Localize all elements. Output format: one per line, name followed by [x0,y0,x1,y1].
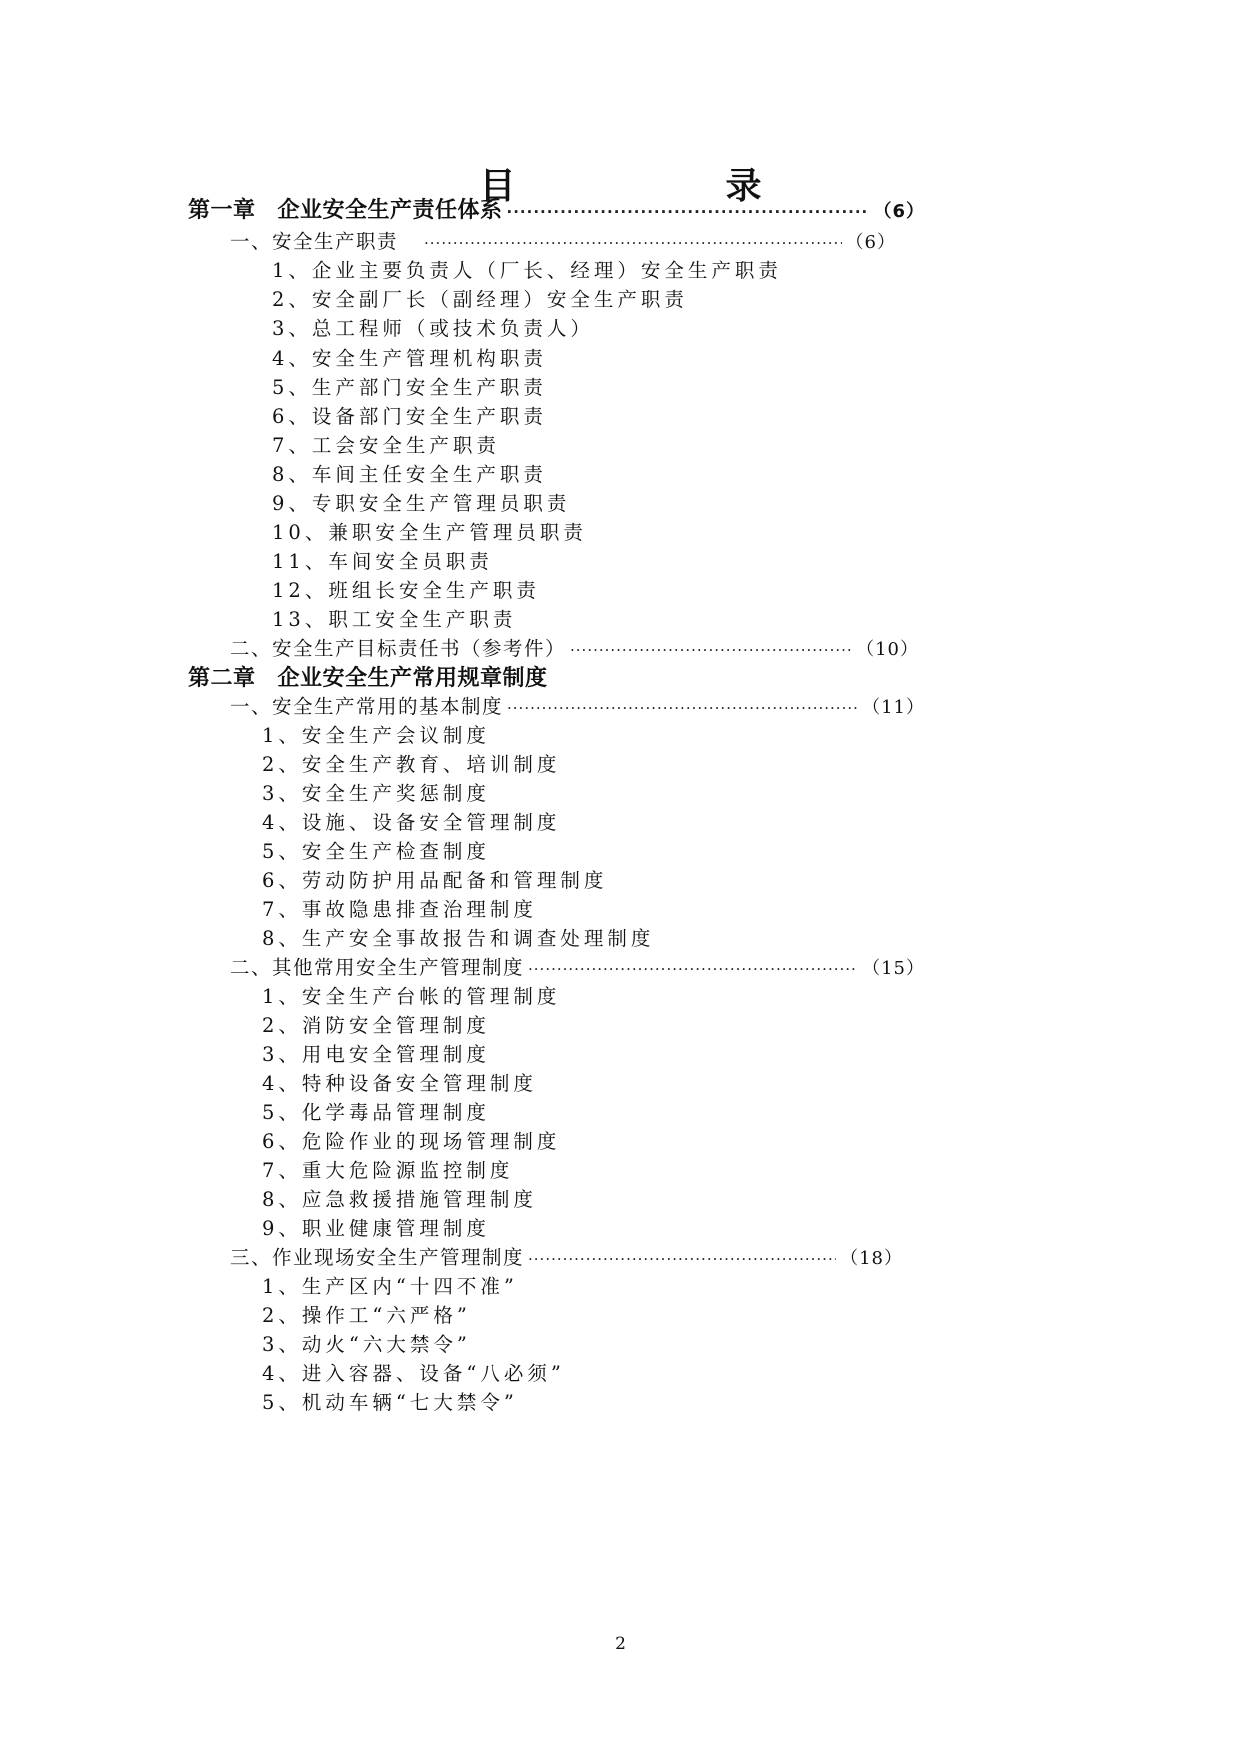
item-text: 8、车间主任安全生产职责 [272,463,547,486]
chapter-label: 第二章 [188,666,256,691]
toc-chapter-1[interactable] [188,193,925,224]
item-text: 1、生产区内“十四不准” [262,1275,518,1298]
item-text: 1、企业主要负责人（厂长、经理）安全生产职责 [272,259,782,282]
item-text: 7、工会安全生产职责 [272,434,500,457]
page-reference: （6） [873,201,925,222]
section-title: 一、安全生产职责 [230,230,399,253]
toc-item[interactable] [262,1387,518,1415]
dot-leader [528,1250,836,1268]
toc-item[interactable] [272,343,547,371]
toc-item[interactable] [262,923,654,951]
section-title: 二、安全生产目标责任书（参考件） [230,637,567,660]
chapter-title: 企业安全生产常用规章制度 [277,666,548,691]
toc-item[interactable] [262,807,560,835]
section-title: 二、其他常用安全生产管理制度 [230,956,525,979]
item-text: 7、重大危险源监控制度 [262,1159,514,1182]
toc-item[interactable] [262,1010,490,1038]
toc-section[interactable] [230,633,919,661]
item-text: 4、特种设备安全管理制度 [262,1072,537,1095]
toc-item[interactable] [272,401,547,429]
item-text: 9、专职安全生产管理员职责 [272,492,571,515]
item-text: 8、生产安全事故报告和调查处理制度 [262,927,655,950]
toc-item[interactable] [272,284,688,312]
toc-item[interactable] [262,1358,565,1386]
toc-chapter-2[interactable] [188,661,548,692]
toc-item[interactable] [272,459,547,487]
item-text: 3、安全生产奖惩制度 [262,782,490,805]
page-reference: （10） [856,639,919,660]
item-text: 2、消防安全管理制度 [262,1014,490,1037]
item-text: 11、车间安全员职责 [272,550,493,573]
toc-item[interactable] [272,313,594,341]
dot-leader [507,699,858,717]
toc-item[interactable] [262,865,607,893]
page-reference: （18） [840,1248,903,1269]
item-text: 4、进入容器、设备“八必须” [262,1362,565,1385]
toc-item[interactable] [262,836,490,864]
item-text: 12、班组长安全生产职责 [272,579,540,602]
item-text: 4、安全生产管理机构职责 [272,347,547,370]
toc-item[interactable] [262,749,560,777]
toc-item[interactable] [262,778,490,806]
item-text: 3、用电安全管理制度 [262,1043,490,1066]
chapter-label: 第一章 [188,198,256,223]
section-title: 三、作业现场安全生产管理制度 [230,1246,525,1269]
item-text: 2、安全生产教育、培训制度 [262,753,561,776]
item-text: 1、安全生产会议制度 [262,724,490,747]
toc-item[interactable] [262,1155,513,1183]
toc-item[interactable] [262,1097,490,1125]
page-reference: （15） [862,958,925,979]
dot-leader [528,960,858,978]
dot-leader [424,234,842,252]
chapter-title: 企业安全生产责任体系 [277,198,503,223]
toc-item[interactable] [272,372,547,400]
item-text: 5、安全生产检查制度 [262,840,490,863]
toc-item[interactable] [262,1300,471,1328]
item-text: 5、生产部门安全生产职责 [272,376,547,399]
item-text: 5、化学毒品管理制度 [262,1101,490,1124]
item-text: 6、设备部门安全生产职责 [272,405,547,428]
dot-leader [507,203,870,221]
item-text: 6、劳动防护用品配备和管理制度 [262,869,608,892]
toc-item[interactable] [262,981,560,1009]
toc-item[interactable] [272,575,540,603]
toc-item[interactable] [262,1039,490,1067]
toc-item[interactable] [272,488,570,516]
toc-item[interactable] [262,1184,537,1212]
item-text: 2、操作工“六严格” [262,1304,471,1327]
item-text: 4、设施、设备安全管理制度 [262,811,561,834]
item-text: 6、危险作业的现场管理制度 [262,1130,561,1153]
toc-item[interactable] [262,1329,471,1357]
toc-item[interactable] [272,604,516,632]
toc-title: 目 录 [479,166,808,207]
toc-item[interactable] [262,1126,560,1154]
dot-leader [570,641,852,659]
toc-item[interactable] [262,720,490,748]
page-number: 2 [615,1634,626,1654]
toc-item[interactable] [262,1068,537,1096]
item-text: 1、安全生产台帐的管理制度 [262,985,561,1008]
item-text: 9、职业健康管理制度 [262,1217,490,1240]
toc-section[interactable] [230,1242,903,1270]
toc-item[interactable] [262,1213,490,1241]
item-text: 10、兼职安全生产管理员职责 [272,521,587,544]
page-reference: （6） [845,232,896,253]
toc-item[interactable] [262,894,537,922]
item-text: 7、事故隐患排查治理制度 [262,898,537,921]
item-text: 3、动火“六大禁令” [262,1333,471,1356]
toc-item[interactable] [272,546,493,574]
page-reference: （11） [862,697,925,718]
toc-item[interactable] [272,255,782,283]
toc-item[interactable] [262,1271,518,1299]
toc-section[interactable] [230,691,925,719]
item-text: 13、职工安全生产职责 [272,608,517,631]
section-title: 一、安全生产常用的基本制度 [230,695,504,718]
item-text: 8、应急救援措施管理制度 [262,1188,537,1211]
item-text: 5、机动车辆“七大禁令” [262,1391,518,1414]
toc-item[interactable] [272,517,587,545]
item-text: 2、安全副厂长（副经理）安全生产职责 [272,288,688,311]
toc-section[interactable] [230,226,896,254]
item-text: 3、总工程师（或技术负责人） [272,317,594,340]
toc-item[interactable] [272,430,500,458]
toc-section[interactable] [230,952,925,980]
